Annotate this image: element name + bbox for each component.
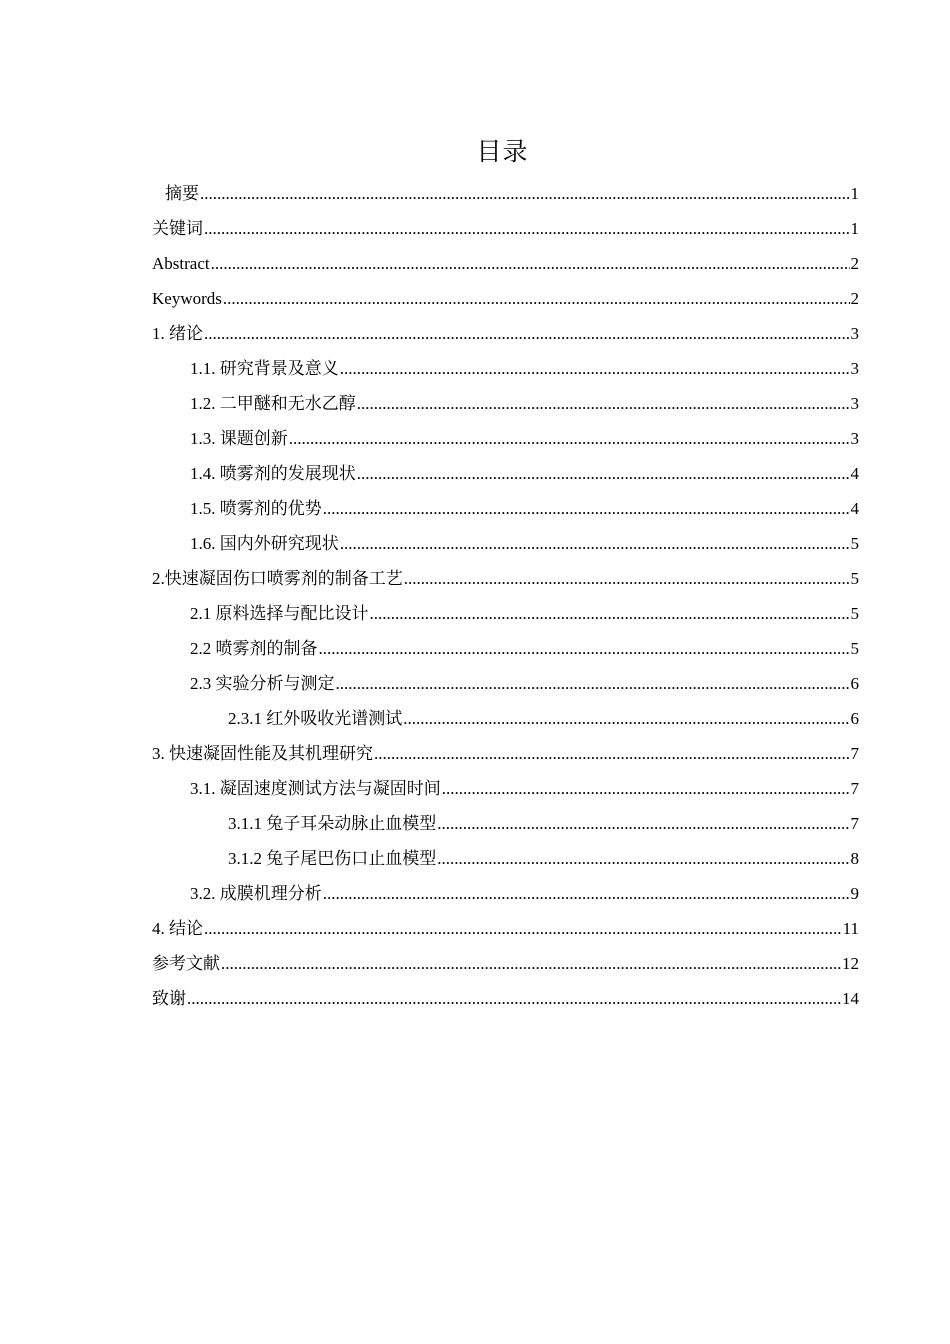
- toc-dot-leader: [340, 526, 850, 561]
- toc-page-number: 3: [850, 429, 859, 448]
- toc-page-number: 14: [842, 989, 859, 1008]
- toc-entry-title: 2.3.1 红外吸收光谱测试: [228, 709, 403, 728]
- toc-page-number: 3: [850, 324, 859, 343]
- toc-dot-leader: [404, 561, 850, 596]
- toc-entry[interactable]: [152, 701, 859, 736]
- toc-dot-leader: [211, 246, 850, 281]
- toc-dot-leader: [289, 421, 850, 456]
- toc-page-number: 2: [850, 289, 859, 308]
- toc-page-number: 7: [850, 744, 859, 763]
- toc-entry-title: Keywords: [152, 289, 222, 308]
- toc-entry[interactable]: [152, 491, 859, 526]
- toc-entry[interactable]: [152, 981, 859, 1016]
- toc-entry[interactable]: [152, 526, 859, 561]
- toc-title: 目录: [476, 137, 529, 166]
- toc-page-number: 1: [850, 219, 859, 238]
- toc-entry[interactable]: [152, 841, 859, 876]
- toc-entry-title: 2.快速凝固伤口喷雾剂的制备工艺: [152, 569, 403, 588]
- toc-page-number: 4: [850, 464, 859, 483]
- toc-entry[interactable]: [152, 176, 859, 211]
- toc-entry-title: 1.6. 国内外研究现状: [190, 534, 339, 553]
- toc-page-number: 7: [850, 814, 859, 833]
- toc-entry-title: 关键词: [152, 219, 203, 238]
- toc-entry-title: 2.3 实验分析与测定: [190, 674, 335, 693]
- toc-entry-title: 1.4. 喷雾剂的发展现状: [190, 464, 356, 483]
- toc-page-number: 9: [850, 884, 859, 903]
- toc-page-number: 4: [850, 499, 859, 518]
- toc-page-number: 5: [850, 639, 859, 658]
- toc-entry[interactable]: [152, 561, 859, 596]
- toc-entry[interactable]: [152, 421, 859, 456]
- toc-page-number: 5: [850, 604, 859, 623]
- toc-dot-leader: [357, 386, 850, 421]
- toc-entry[interactable]: [152, 666, 859, 701]
- toc-dot-leader: [357, 456, 850, 491]
- toc-dot-leader: [336, 666, 850, 701]
- toc-entry-title: 1.2. 二甲醚和无水乙醇: [190, 394, 356, 413]
- toc-list: [152, 176, 859, 1016]
- toc-entry[interactable]: [152, 211, 859, 246]
- toc-entry-title: 3. 快速凝固性能及其机理研究: [152, 744, 373, 763]
- toc-dot-leader: [323, 876, 850, 911]
- toc-entry[interactable]: [152, 806, 859, 841]
- toc-dot-leader: [403, 701, 849, 736]
- toc-dot-leader: [374, 736, 850, 771]
- toc-dot-leader: [442, 771, 850, 806]
- toc-dot-leader: [319, 631, 850, 666]
- toc-dot-leader: [204, 211, 850, 246]
- toc-page-number: 6: [850, 674, 859, 693]
- toc-dot-leader: [221, 946, 841, 981]
- toc-entry-title: 摘要: [165, 184, 199, 203]
- toc-entry-title: 致谢: [152, 989, 186, 1008]
- toc-entry[interactable]: [152, 596, 859, 631]
- toc-page-number: 1: [850, 184, 859, 203]
- toc-entry[interactable]: [152, 316, 859, 351]
- toc-dot-leader: [204, 911, 842, 946]
- toc-entry[interactable]: [152, 386, 859, 421]
- toc-entry-title: 参考文献: [152, 954, 220, 973]
- toc-entry[interactable]: [152, 246, 859, 281]
- toc-entry-title: 2.2 喷雾剂的制备: [190, 639, 318, 658]
- toc-entry[interactable]: [152, 911, 859, 946]
- toc-page-number: 6: [850, 709, 859, 728]
- toc-page-number: 2: [850, 254, 859, 273]
- toc-dot-leader: [370, 596, 850, 631]
- toc-entry-title: 4. 结论: [152, 919, 203, 938]
- toc-page-number: 7: [850, 779, 859, 798]
- toc-entry-title: 1. 绪论: [152, 324, 203, 343]
- toc-entry[interactable]: [152, 281, 859, 316]
- toc-page-number: 11: [842, 919, 859, 938]
- toc-entry[interactable]: [152, 631, 859, 666]
- toc-entry-title: 1.5. 喷雾剂的优势: [190, 499, 322, 518]
- toc-entry-title: 3.1.1 兔子耳朵动脉止血模型: [228, 814, 437, 833]
- toc-entry[interactable]: [152, 876, 859, 911]
- toc-page-number: 3: [850, 394, 859, 413]
- toc-entry[interactable]: [152, 351, 859, 386]
- toc-dot-leader: [204, 316, 850, 351]
- toc-entry-title: 2.1 原料选择与配比设计: [190, 604, 369, 623]
- toc-page-number: 8: [850, 849, 859, 868]
- toc-page-number: 3: [850, 359, 859, 378]
- toc-entry[interactable]: [152, 771, 859, 806]
- toc-entry-title: 1.1. 研究背景及意义: [190, 359, 339, 378]
- toc-dot-leader: [187, 981, 841, 1016]
- toc-entry-title: 3.1. 凝固速度测试方法与凝固时间: [190, 779, 441, 798]
- toc-dot-leader: [200, 176, 850, 211]
- toc-dot-leader: [323, 491, 850, 526]
- toc-dot-leader: [437, 806, 849, 841]
- toc-entry-title: Abstract: [152, 254, 210, 273]
- toc-page-number: 5: [850, 569, 859, 588]
- toc-entry[interactable]: [152, 736, 859, 771]
- toc-dot-leader: [437, 841, 849, 876]
- toc-dot-leader: [340, 351, 850, 386]
- toc-dot-leader: [223, 281, 850, 316]
- toc-entry-title: 3.2. 成膜机理分析: [190, 884, 322, 903]
- toc-entry[interactable]: [152, 946, 859, 981]
- toc-entry[interactable]: [152, 456, 859, 491]
- toc-entry-title: 3.1.2 兔子尾巴伤口止血模型: [228, 849, 437, 868]
- toc-page-number: 5: [850, 534, 859, 553]
- toc-entry-title: 1.3. 课题创新: [190, 429, 288, 448]
- toc-page-number: 12: [842, 954, 859, 973]
